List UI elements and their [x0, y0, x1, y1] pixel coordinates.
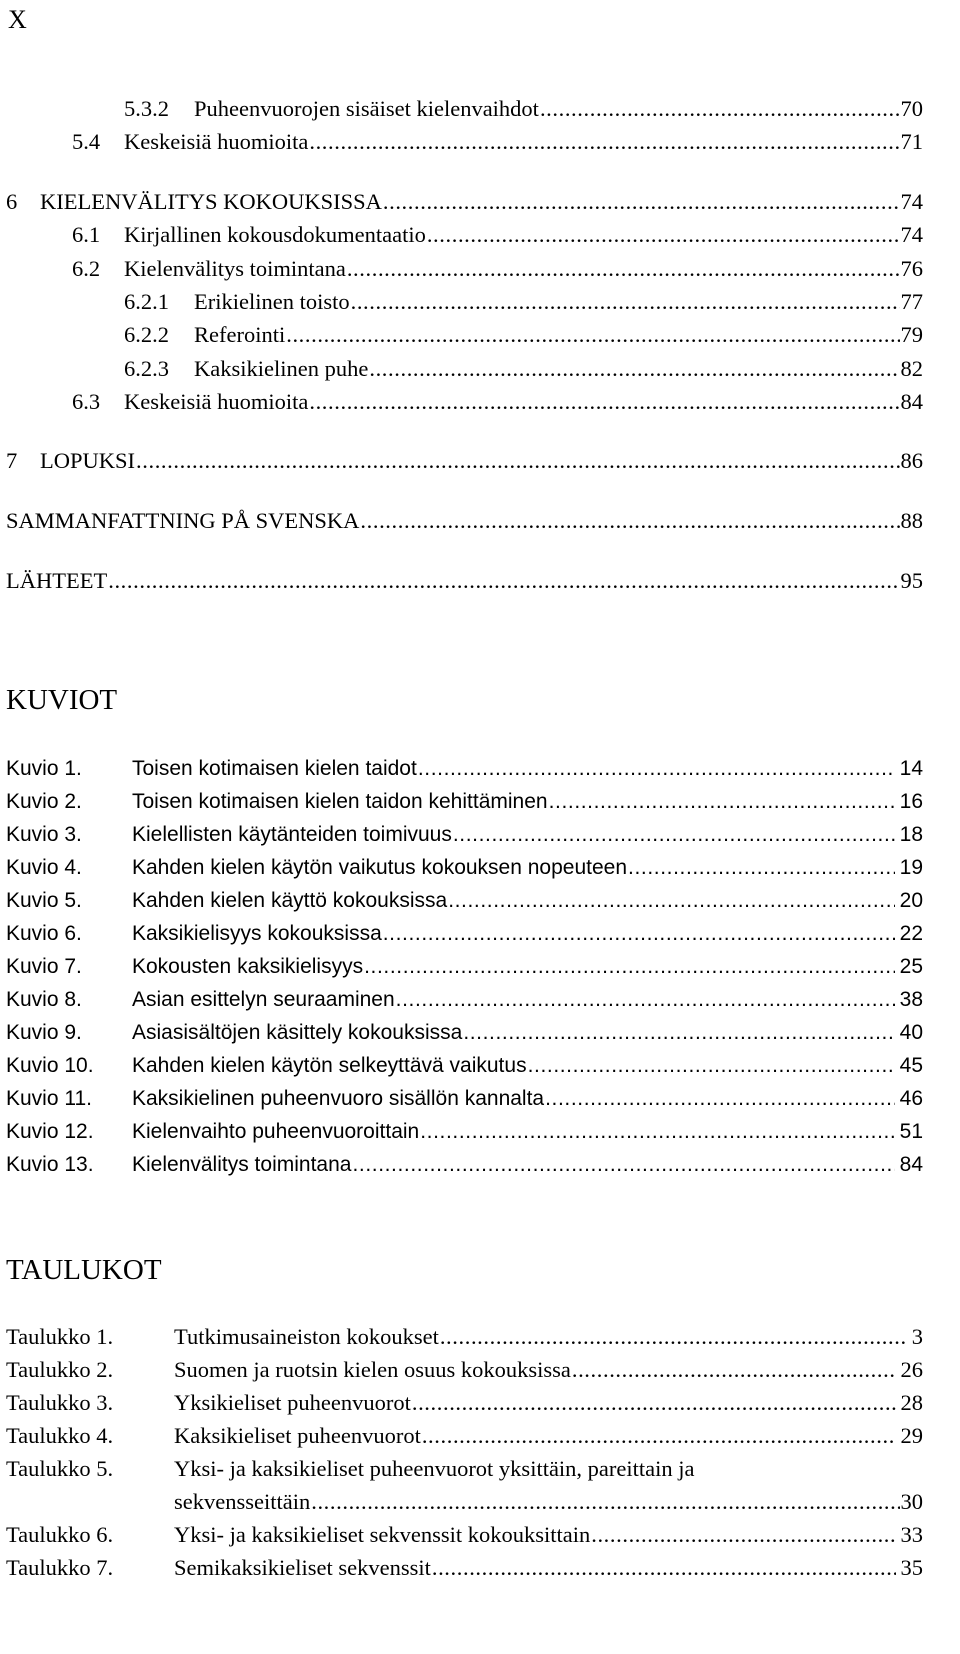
figure-page: 46 — [899, 1087, 923, 1110]
figure-page: 40 — [899, 1021, 923, 1044]
figure-label: Kuvio 11. — [6, 1087, 92, 1110]
dot-leader — [396, 983, 895, 1017]
figure-title: Kahden kielen käytön selkeyttävä vaikutus — [132, 1054, 527, 1077]
table-page: 33 — [900, 1522, 923, 1547]
figure-entry[interactable] — [6, 818, 923, 852]
figure-label: Kuvio 4. — [6, 856, 82, 879]
figure-entry[interactable] — [6, 884, 923, 918]
figure-entry[interactable] — [6, 917, 923, 951]
toc-entry[interactable] — [6, 185, 923, 219]
table-title: Yksi- ja kaksikieliset puheenvuorot yksittäin, pareittain ja — [174, 1456, 695, 1481]
figure-entry[interactable] — [6, 1082, 923, 1116]
table-entry[interactable] — [6, 1551, 923, 1585]
table-title: Suomen ja ruotsin kielen osuus kokouksissa — [174, 1357, 571, 1382]
toc-entry[interactable] — [6, 564, 923, 598]
dot-leader — [347, 252, 900, 286]
tables-heading: TAULUKOT — [6, 1254, 162, 1286]
figure-title: Asian esittelyn seuraaminen — [132, 988, 395, 1011]
table-label: Taulukko 1. — [6, 1324, 114, 1349]
table-page: 35 — [900, 1555, 923, 1580]
figure-title: Kielellisten käytänteiden toimivuus — [132, 823, 452, 846]
toc-entry-number: 6.2 — [72, 256, 101, 281]
toc-entry-page: 79 — [900, 322, 923, 347]
table-entry[interactable] — [6, 1320, 923, 1354]
table-page: 30 — [900, 1489, 923, 1514]
toc-entry-title: Referointi — [194, 322, 286, 347]
figure-title: Kokousten kaksikielisyys — [132, 955, 364, 978]
table-entry[interactable] — [6, 1353, 923, 1387]
table-entry[interactable] — [6, 1386, 923, 1420]
toc-entry-number: 5.4 — [72, 129, 101, 154]
table-entry[interactable] — [6, 1452, 923, 1486]
toc-entry-title: KIELENVÄLITYS KOKOUKSISSA — [40, 189, 382, 214]
table-title: Yksikieliset puheenvuorot — [174, 1390, 411, 1415]
table-title: Yksi- ja kaksikieliset sekvenssit kokouksittain — [174, 1522, 591, 1547]
dot-leader — [412, 1386, 896, 1420]
figure-label: Kuvio 3. — [6, 823, 82, 846]
toc-entry-number: 6.3 — [72, 389, 101, 414]
figure-entry[interactable] — [6, 1148, 923, 1182]
toc-entry[interactable] — [6, 504, 923, 538]
table-title: Tutkimusaineiston kokoukset — [174, 1324, 439, 1349]
table-label: Taulukko 3. — [6, 1390, 114, 1415]
toc-entry[interactable] — [72, 385, 923, 419]
figure-entry[interactable] — [6, 983, 923, 1017]
dot-leader — [440, 1320, 907, 1354]
toc-entry-number: 6.1 — [72, 222, 101, 247]
figure-title: Kaksikielinen puheenvuoro sisällön kannalta — [132, 1087, 545, 1110]
dot-leader — [427, 218, 900, 252]
dot-leader — [309, 385, 899, 419]
toc-entry-title: Keskeisiä huomioita — [124, 389, 309, 414]
figure-page: 16 — [899, 790, 923, 813]
figure-entry[interactable] — [6, 950, 923, 984]
dot-leader — [351, 285, 900, 319]
toc-entry-title: SAMMANFATTNING PÅ SVENSKA — [6, 508, 360, 533]
figure-page: 25 — [899, 955, 923, 978]
figure-label: Kuvio 7. — [6, 955, 82, 978]
toc-entry-page: 70 — [900, 96, 923, 121]
figure-title: Toisen kotimaisen kielen taidon kehittäminen — [132, 790, 548, 813]
figure-label: Kuvio 8. — [6, 988, 82, 1011]
figure-title: Asiasisältöjen käsittely kokouksissa — [132, 1021, 463, 1044]
toc-entry[interactable] — [124, 352, 923, 386]
figure-label: Kuvio 9. — [6, 1021, 82, 1044]
figure-title: Kahden kielen käytön vaikutus kokouksen nopeuteen — [132, 856, 628, 879]
figure-page: 38 — [899, 988, 923, 1011]
dot-leader — [453, 818, 895, 852]
figure-title: Kielenvaihto puheenvuoroittain — [132, 1120, 420, 1143]
toc-entry[interactable] — [124, 318, 923, 352]
toc-entry-page: 74 — [900, 222, 923, 247]
dot-leader — [545, 1082, 895, 1116]
figure-page: 84 — [899, 1153, 923, 1176]
figure-entry[interactable] — [6, 1115, 923, 1149]
toc-entry-page: 95 — [900, 568, 923, 593]
toc-entry[interactable] — [72, 125, 923, 159]
figure-page: 22 — [899, 922, 923, 945]
figure-title: Kaksikielisyys kokouksissa — [132, 922, 382, 945]
figure-page: 19 — [899, 856, 923, 879]
toc-entry-number: 7 — [6, 448, 18, 473]
toc-entry-number: 6.2.1 — [124, 289, 169, 314]
table-label: Taulukko 2. — [6, 1357, 114, 1382]
toc-entry-page: 71 — [900, 129, 923, 154]
figure-label: Kuvio 10. — [6, 1054, 94, 1077]
dot-leader — [360, 504, 899, 538]
figure-label: Kuvio 6. — [6, 922, 82, 945]
dot-leader — [591, 1518, 895, 1552]
dot-leader — [420, 1115, 894, 1149]
figure-page: 45 — [899, 1054, 923, 1077]
table-title: Semikaksikieliset sekvenssit — [174, 1555, 431, 1580]
toc-entry[interactable] — [72, 218, 923, 252]
toc-entry-title: Kaksikielinen puhe — [194, 356, 369, 381]
figure-label: Kuvio 12. — [6, 1120, 94, 1143]
dot-leader — [540, 92, 900, 126]
table-page: 3 — [911, 1324, 923, 1349]
toc-entry-title: Kirjallinen kokousdokumentaatio — [124, 222, 426, 247]
figure-label: Kuvio 13. — [6, 1153, 94, 1176]
toc-entry-title: Erikielinen toisto — [194, 289, 350, 314]
dot-leader — [448, 884, 894, 918]
dot-leader — [383, 917, 895, 951]
toc-entry[interactable] — [124, 92, 923, 126]
table-entry[interactable] — [6, 1419, 923, 1453]
table-title: Kaksikieliset puheenvuorot — [174, 1423, 421, 1448]
table-label: Taulukko 6. — [6, 1522, 114, 1547]
toc-entry[interactable] — [72, 252, 923, 286]
dot-leader — [364, 950, 895, 984]
figure-entry[interactable] — [6, 1016, 923, 1050]
dot-leader — [628, 851, 895, 885]
toc-entry-page: 82 — [900, 356, 923, 381]
dot-leader — [309, 125, 899, 159]
table-label: Taulukko 5. — [6, 1456, 114, 1481]
toc-entry-page: 77 — [900, 289, 923, 314]
dot-leader — [418, 752, 895, 786]
figure-label: Kuvio 1. — [6, 757, 82, 780]
table-page: 28 — [900, 1390, 923, 1415]
figure-page: 51 — [899, 1120, 923, 1143]
figure-title: Kielenvälitys toimintana — [132, 1153, 352, 1176]
toc-entry[interactable] — [124, 285, 923, 319]
figure-entry[interactable] — [6, 752, 923, 786]
figure-page: 20 — [899, 889, 923, 912]
dot-leader — [311, 1485, 899, 1519]
dot-leader — [352, 1148, 894, 1182]
toc-entry-page: 86 — [900, 448, 923, 473]
figure-title: Kahden kielen käyttö kokouksissa — [132, 889, 448, 912]
figure-page: 18 — [899, 823, 923, 846]
toc-entry-page: 74 — [900, 189, 923, 214]
dot-leader — [136, 444, 899, 478]
toc-entry-title: Keskeisiä huomioita — [124, 129, 309, 154]
toc-entry-title: LOPUKSI — [40, 448, 136, 473]
figures-heading: KUVIOT — [6, 684, 118, 716]
toc-entry-page: 76 — [900, 256, 923, 281]
table-title-continuation: sekvensseittäin — [174, 1489, 311, 1514]
dot-leader — [286, 318, 899, 352]
page-number: X — [8, 5, 27, 34]
toc-entry-number: 6 — [6, 189, 18, 214]
toc-entry-title: LÄHTEET — [6, 568, 108, 593]
toc-entry-number: 5.3.2 — [124, 96, 169, 121]
dot-leader — [422, 1419, 896, 1453]
toc-entry-number: 6.2.3 — [124, 356, 169, 381]
dot-leader — [549, 785, 895, 819]
dot-leader — [572, 1353, 896, 1387]
toc-entry-number: 6.2.2 — [124, 322, 169, 347]
dot-leader — [108, 564, 899, 598]
toc-entry[interactable] — [6, 444, 923, 478]
table-entry[interactable] — [6, 1518, 923, 1552]
figure-entry[interactable] — [6, 1049, 923, 1083]
dot-leader — [528, 1049, 895, 1083]
dot-leader — [432, 1551, 896, 1585]
toc-entry-page: 88 — [900, 508, 923, 533]
table-page: 29 — [900, 1423, 923, 1448]
toc-entry-title: Kielenvälitys toimintana — [124, 256, 346, 281]
table-label: Taulukko 4. — [6, 1423, 114, 1448]
figure-entry[interactable] — [6, 785, 923, 819]
table-entry-continuation[interactable] — [174, 1485, 923, 1519]
toc-entry-title: Puheenvuorojen sisäiset kielenvaihdot — [194, 96, 539, 121]
figure-label: Kuvio 2. — [6, 790, 82, 813]
toc-entry-page: 84 — [900, 389, 923, 414]
figure-entry[interactable] — [6, 851, 923, 885]
figure-label: Kuvio 5. — [6, 889, 82, 912]
dot-leader — [383, 185, 900, 219]
table-label: Taulukko 7. — [6, 1555, 114, 1580]
table-page: 26 — [900, 1357, 923, 1382]
figure-title: Toisen kotimaisen kielen taidot — [132, 757, 417, 780]
figure-page: 14 — [899, 757, 923, 780]
dot-leader — [463, 1016, 894, 1050]
dot-leader — [369, 352, 899, 386]
